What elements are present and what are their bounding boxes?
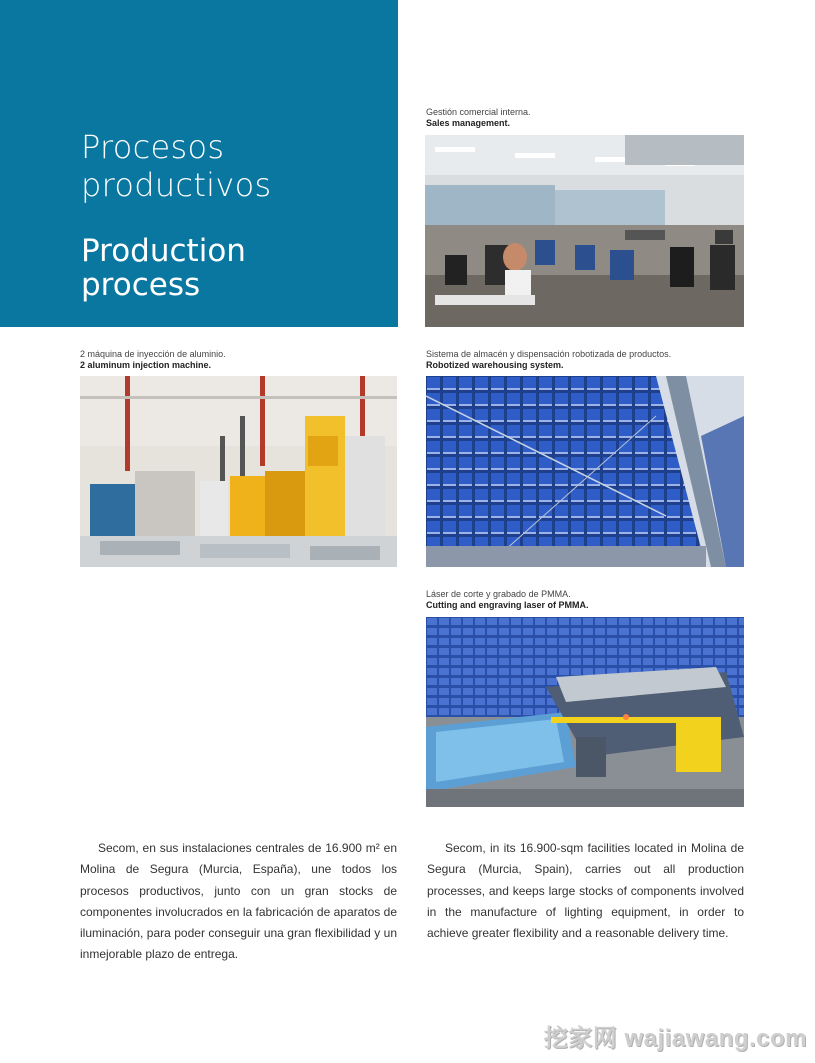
photo-laser-cutter — [426, 617, 744, 807]
body-text-english: Secom, in its 16.900-sqm facilities located in Molina de Segura (Murcia, Spain), carries out all production processes, and keeps large stocks of components involved in the manufacture of lighting equipment, in order to achieve greater flexibility and a reasonable delivery time. — [427, 841, 744, 941]
title-block — [0, 0, 398, 327]
caption-sales-es: Gestión comercial interna. — [426, 107, 531, 117]
photo-sales-office — [425, 135, 744, 327]
caption-warehouse-es: Sistema de almacén y dispensación robotizada de productos. — [426, 349, 672, 359]
title-es-line2: productivos — [81, 166, 272, 204]
caption-injection — [80, 349, 226, 371]
title-es-line1: Procesos — [81, 128, 225, 166]
caption-laser-es: Láser de corte y grabado de PMMA. — [426, 589, 571, 599]
caption-sales-en: Sales management. — [426, 118, 511, 128]
caption-warehouse — [426, 349, 671, 371]
caption-warehouse-en: Robotized warehousing system. — [426, 360, 564, 370]
caption-sales — [426, 107, 531, 129]
title-en-line1: Production — [81, 233, 246, 269]
watermark: 挖家网 wajiawang.com — [543, 1025, 807, 1052]
caption-injection-es: 2 máquina de inyección de aluminio. — [80, 349, 226, 359]
title-en-line2: process — [81, 267, 201, 303]
photo-injection-machine — [80, 376, 397, 567]
photo-warehouse — [426, 376, 744, 567]
title-spanish — [81, 128, 271, 204]
caption-injection-en: 2 aluminum injection machine. — [80, 360, 212, 370]
caption-laser-en: Cutting and engraving laser of PMMA. — [426, 600, 589, 610]
title-english — [81, 234, 246, 302]
caption-laser — [426, 589, 589, 611]
body-text-spanish: Secom, en sus instalaciones centrales de 16.900 m² en Molina de Segura (Murcia, España), une todos los procesos productivos, junto con un gran stocks de componentes involucrados en la fabricación de aparatos de iluminación, para poder conseguir una gran flexibilidad y un inmejorable plazo de entrega. — [80, 841, 397, 962]
